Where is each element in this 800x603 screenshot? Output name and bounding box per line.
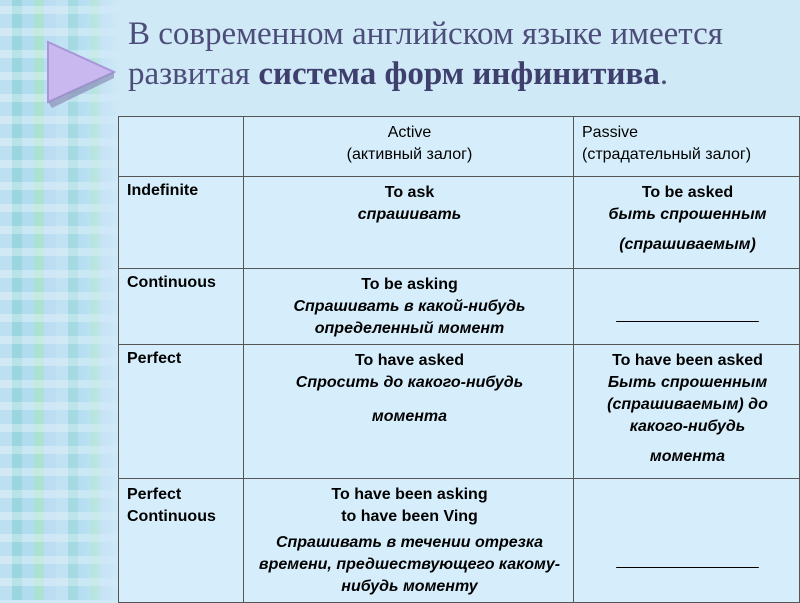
continuous-active-form: To be asking — [361, 276, 458, 293]
indefinite-active-cell — [244, 177, 574, 269]
title-line-2-bold: система форм инфинитива — [258, 56, 660, 92]
indefinite-active-form: To ask — [384, 184, 435, 201]
row-label-continuous: Continuous — [119, 269, 244, 345]
perfect-continuous-passive-empty: ________________ — [616, 552, 759, 569]
perfect-active-cell — [244, 345, 574, 479]
header-active-ru: (активный залог) — [346, 146, 473, 163]
row-label-indefinite: Indefinite — [119, 177, 244, 269]
header-passive-cell — [574, 117, 800, 177]
header-passive-en: Passive — [582, 124, 639, 141]
perfect-continuous-active-form-ving: to have been Ving — [341, 508, 478, 525]
infinitive-forms-table — [118, 116, 800, 603]
header-corner-cell — [119, 117, 244, 177]
indefinite-passive-form: To be asked — [641, 184, 734, 201]
header-active-en: Active — [387, 124, 432, 141]
title-line-1: В современном английском языке имеется — [128, 16, 723, 52]
perfect-active-form: To have asked — [354, 352, 465, 369]
continuous-passive-empty: ________________ — [616, 306, 759, 323]
perfect-active-translation-end: момента — [371, 408, 448, 425]
table-row-perfect-continuous — [119, 479, 800, 603]
title-line-2-suffix: . — [659, 56, 669, 92]
slide-title — [128, 14, 788, 94]
continuous-active-cell — [244, 269, 574, 345]
perfect-continuous-active-translation: Спрашивать в течении отрезка времени, предшествующего какому-нибудь моменту — [258, 534, 561, 595]
title-line-2-prefix: развитая — [128, 56, 259, 92]
perfect-passive-translation-end: момента — [649, 448, 726, 465]
perfect-passive-form: To have been asked — [612, 352, 763, 369]
header-passive-ru: (страдательный залог) — [582, 146, 752, 163]
indefinite-active-translation: спрашивать — [357, 206, 462, 223]
perfect-continuous-active-cell — [244, 479, 574, 603]
continuous-active-translation: Спрашивать в какой-нибудь определенный момент — [293, 298, 526, 337]
indefinite-passive-cell — [574, 177, 800, 269]
indefinite-passive-translation-alt: (спрашиваемым) — [619, 236, 756, 253]
perfect-passive-translation: Быть спрошенным (спрашиваемым) до какого-нибудь — [607, 374, 768, 435]
header-active-cell — [244, 117, 574, 177]
continuous-passive-cell — [574, 269, 800, 345]
row-label-perfect-continuous — [119, 479, 244, 603]
row-label-perfect-continuous-2: Continuous — [127, 508, 216, 525]
table-header-row — [119, 117, 800, 177]
table-row-indefinite — [119, 177, 800, 269]
table-row-continuous — [119, 269, 800, 345]
table-row-perfect — [119, 345, 800, 479]
indefinite-passive-translation: быть спрошенным — [608, 206, 767, 223]
perfect-active-translation: Спросить до какого-нибудь — [295, 374, 524, 391]
perfect-passive-cell — [574, 345, 800, 479]
triangle-arrow-icon — [44, 38, 120, 108]
perfect-continuous-active-form: To have been asking — [331, 486, 488, 503]
row-label-perfect-continuous-1: Perfect — [127, 486, 182, 503]
perfect-continuous-passive-cell — [574, 479, 800, 603]
row-label-perfect: Perfect — [119, 345, 244, 479]
